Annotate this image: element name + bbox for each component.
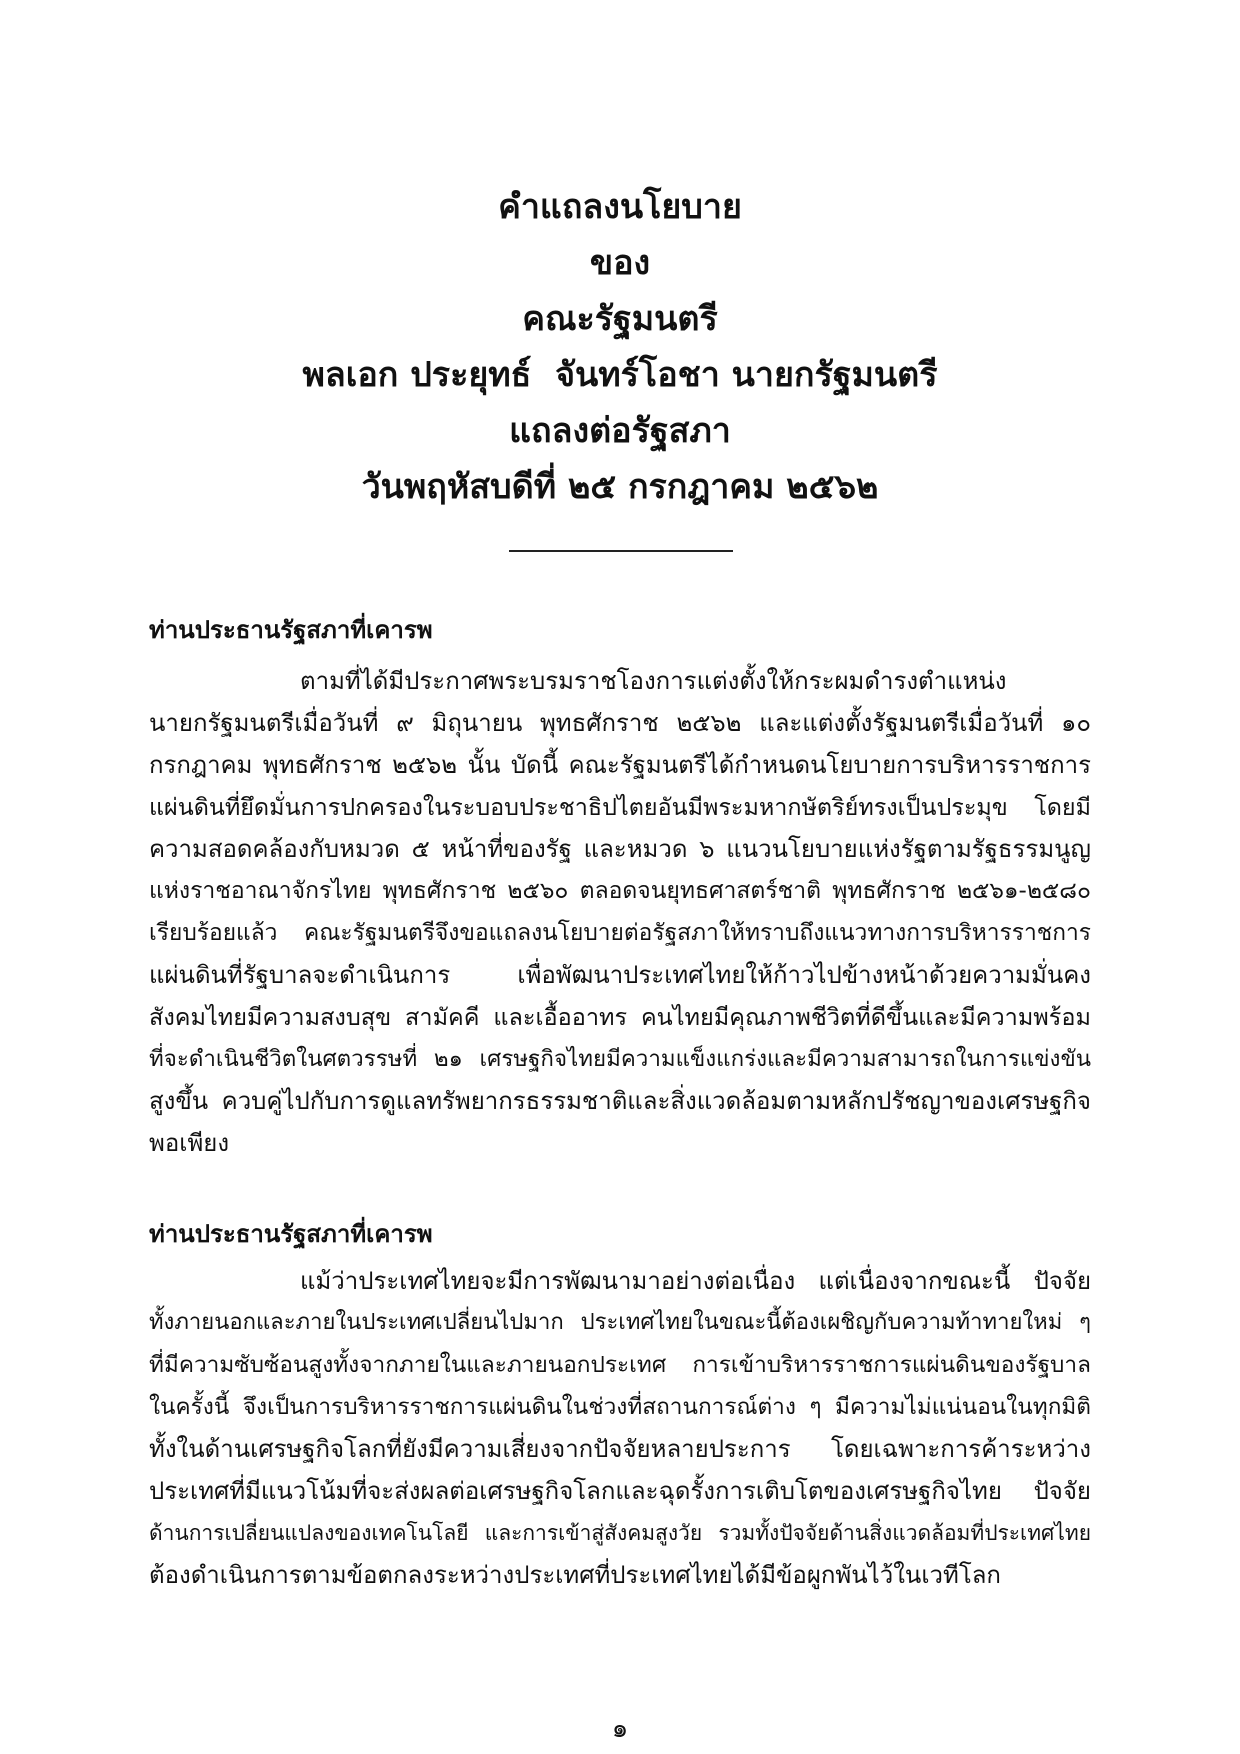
paragraph-line: ตามที่ได้มีประกาศพระบรมราชโองการแต่งตั้งให้กระผมดำรงตำแหน่ง (300, 667, 1007, 695)
paragraph-line: ในครั้งนี้ จึงเป็นการบริหารราชการแผ่นดินในช่วงที่สถานการณ์ต่าง ๆ มีความไม่แน่นอนในทุกมิติ (149, 1394, 1091, 1420)
document-body (149, 609, 1091, 1596)
title-divider (509, 550, 733, 552)
paragraph-line: แห่งราชอาณาจักรไทย พุทธศักราช ๒๕๖๐ ตลอดจนยุทธศาสตร์ชาติ พุทธศักราช ๒๕๖๑-๒๕๘๐ (149, 878, 1091, 904)
title-line: แถลงต่อรัฐสภา (509, 411, 731, 451)
paragraph-line: สังคมไทยมีความสงบสุข สามัคคี และเอื้ออาทร คนไทยมีคุณภาพชีวิตที่ดีขึ้นและมีความพร้อม (149, 1003, 1091, 1031)
paragraph-line: ความสอดคล้องกับหมวด ๕ หน้าที่ของรัฐ และหมวด ๖ แนวนโยบายแห่งรัฐตามรัฐธรรมนูญ (149, 835, 1091, 863)
paragraph-line: ด้านการเปลี่ยนแปลงของเทคโนโลยี และการเข้าสู่สังคมสูงวัย รวมทั้งปัจจัยด้านสิ่งแวดล้อมที่ประเทศไทย (149, 1521, 1091, 1545)
title-line: วันพฤหัสบดีที่ ๒๕ กรกฎาคม ๒๕๖๒ (361, 467, 879, 507)
title-line: คำแถลงนโยบาย (498, 187, 742, 227)
paragraph-line: สูงขึ้น ควบคู่ไปกับการดูแลทรัพยากรธรรมชาติและสิ่งแวดล้อมตามหลักปรัชญาของเศรษฐกิจ (149, 1087, 1091, 1115)
title-line: คณะรัฐมนตรี (522, 299, 718, 339)
page-number: ๑ (611, 1714, 629, 1744)
paragraph-line: กรกฎาคม พุทธศักราช ๒๕๖๒ นั้น บัดนี้ คณะรัฐมนตรีได้กำหนดนโยบายการบริหารราชการ (149, 751, 1091, 779)
paragraph-line: ประเทศที่มีแนวโน้มที่จะส่งผลต่อเศรษฐกิจโลกและฉุดรั้งการเติบโตของเศรษฐกิจไทย ปัจจัย (149, 1477, 1091, 1505)
paragraph-line: แผ่นดินที่รัฐบาลจะดำเนินการ เพื่อพัฒนาประเทศไทยให้ก้าวไปข้างหน้าด้วยความมั่นคง (149, 961, 1091, 989)
paragraph-line: ที่มีความซับซ้อนสูงทั้งจากภายในและภายนอกประเทศ การเข้าบริหารราชการแผ่นดินของรัฐบาล (149, 1352, 1091, 1378)
paragraph-line: ต้องดำเนินการตามข้อตกลงระหว่างประเทศที่ประเทศไทยได้มีข้อผูกพันไว้ในเวทีโลก (149, 1561, 1001, 1589)
section (149, 1213, 1091, 1596)
salutation-heading: ท่านประธานรัฐสภาที่เคารพ (149, 616, 433, 644)
paragraph (149, 1260, 1091, 1596)
paragraph-line: นายกรัฐมนตรีเมื่อวันที่ ๙ มิถุนายน พุทธศักราช ๒๕๖๒ และแต่งตั้งรัฐมนตรีเมื่อวันที่ ๑๐ (149, 709, 1091, 737)
paragraph-line: เรียบร้อยแล้ว คณะรัฐมนตรีจึงขอแถลงนโยบายต่อรัฐสภาให้ทราบถึงแนวทางการบริหารราชการ (149, 920, 1091, 946)
paragraph-line: แผ่นดินที่ยึดมั่นการปกครองในระบอบประชาธิปไตยอันมีพระมหากษัตริย์ทรงเป็นประมุข โดยมี (149, 793, 1091, 821)
document-title (0, 179, 1240, 515)
paragraph-line: ที่จะดำเนินชีวิตในศตวรรษที่ ๒๑ เศรษฐกิจไทยมีความแข็งแกร่งและมีความสามารถในการแข่งขัน (149, 1046, 1091, 1072)
title-line: ของ (589, 243, 651, 283)
paragraph-line: ทั้งในด้านเศรษฐกิจโลกที่ยังมีความเสี่ยงจากปัจจัยหลายประการ โดยเฉพาะการค้าระหว่าง (149, 1435, 1091, 1463)
paragraph-line: พอเพียง (149, 1129, 230, 1157)
paragraph (149, 660, 1091, 1164)
title-line: พลเอก ประยุทธ์ จันทร์โอชา นายกรัฐมนตรี (302, 355, 938, 395)
paragraph-line: แม้ว่าประเทศไทยจะมีการพัฒนามาอย่างต่อเนื่อง แต่เนื่องจากขณะนี้ ปัจจัย (300, 1267, 1091, 1295)
salutation-heading: ท่านประธานรัฐสภาที่เคารพ (149, 1220, 433, 1248)
section (149, 609, 1091, 1164)
paragraph-line: ทั้งภายนอกและภายในประเทศเปลี่ยนไปมาก ประเทศไทยในขณะนี้ต้องเผชิญกับความท้าทายใหม่ ๆ (149, 1310, 1091, 1335)
